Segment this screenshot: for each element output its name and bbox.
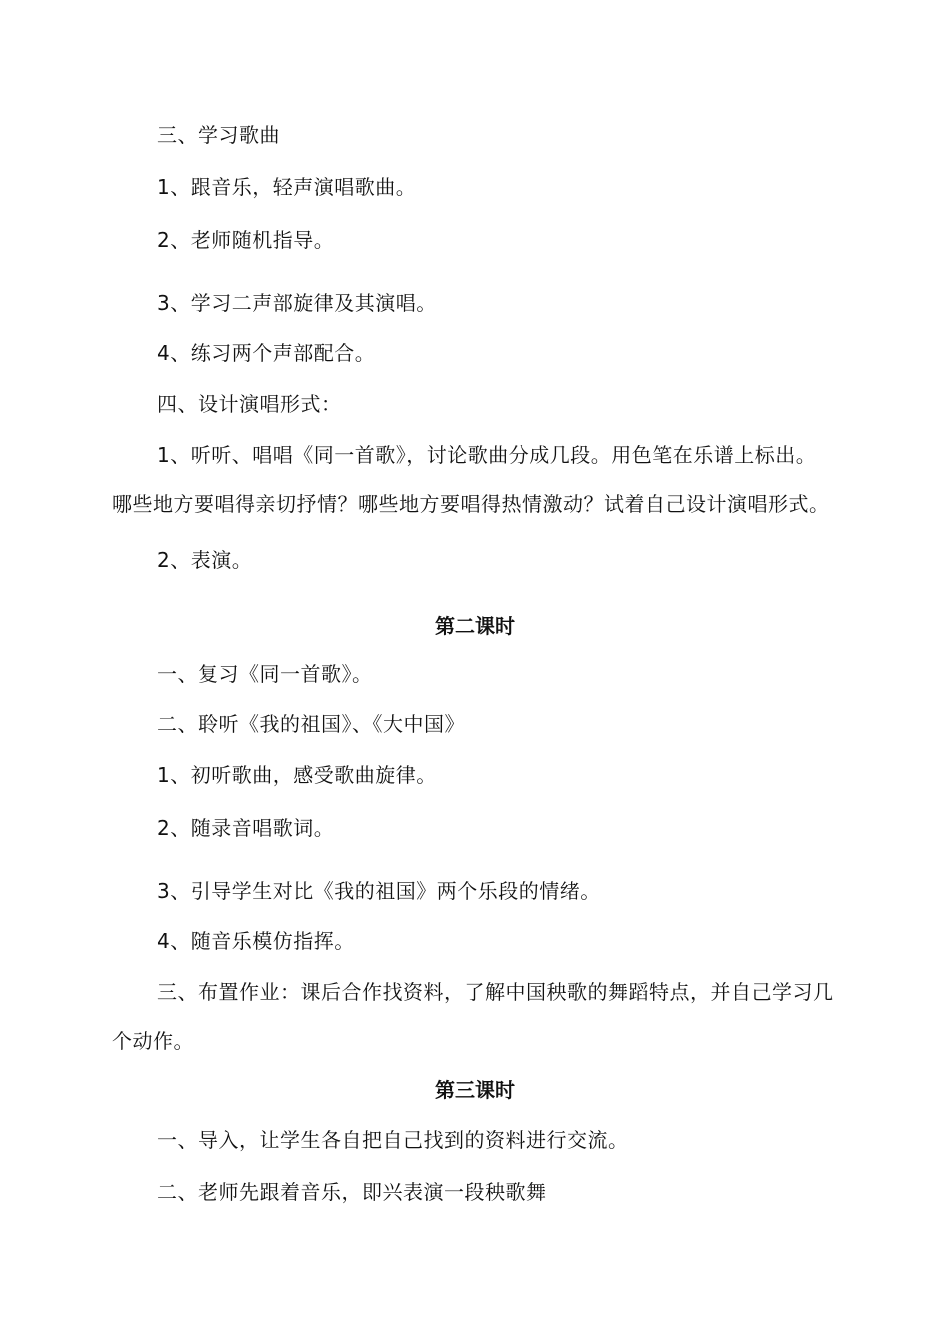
listening-text: 二、聆听《我的祖国》、《大中国》	[157, 712, 465, 736]
step-2-text: 2、老师随机指导。	[157, 228, 335, 252]
section-4-title: 四、设计演唱形式：	[157, 392, 342, 416]
step-1-text: 1、跟音乐，轻声演唱歌曲。	[157, 175, 417, 199]
paragraph-line: 1、听听、唱唱《同一首歌》，讨论歌曲分成几段。用色笔在乐谱上标出。	[157, 443, 817, 467]
paragraph-line: 哪些地方要唱得亲切抒情？哪些地方要唱得热情激动？试着自己设计演唱形式。	[112, 492, 830, 516]
section-3-title: 三、学习歌曲	[157, 123, 280, 147]
step-1-text: 1、初听歌曲，感受歌曲旋律。	[157, 763, 437, 787]
step-3-text: 3、学习二声部旋律及其演唱。	[157, 291, 437, 315]
homework-text-continued: 个动作。	[112, 1029, 194, 1053]
step-2-text: 2、随录音唱歌词。	[157, 816, 335, 840]
lesson-2-heading: 第二课时	[435, 614, 515, 638]
homework-text: 三、布置作业：课后合作找资料，了解中国秧歌的舞蹈特点，并自己学习几	[157, 980, 834, 1004]
review-text: 一、复习《同一首歌》。	[157, 662, 373, 686]
step-4-text: 4、随音乐模仿指挥。	[157, 929, 355, 953]
demonstration-text: 二、老师先跟着音乐，即兴表演一段秧歌舞	[157, 1180, 547, 1204]
performance-text: 2、表演。	[157, 548, 253, 572]
lesson-3-heading: 第三课时	[435, 1078, 515, 1102]
step-3-text: 3、引导学生对比《我的祖国》两个乐段的情绪。	[157, 879, 601, 903]
introduction-text: 一、导入，让学生各自把自己找到的资料进行交流。	[157, 1128, 629, 1152]
step-4-text: 4、练习两个声部配合。	[157, 341, 376, 365]
